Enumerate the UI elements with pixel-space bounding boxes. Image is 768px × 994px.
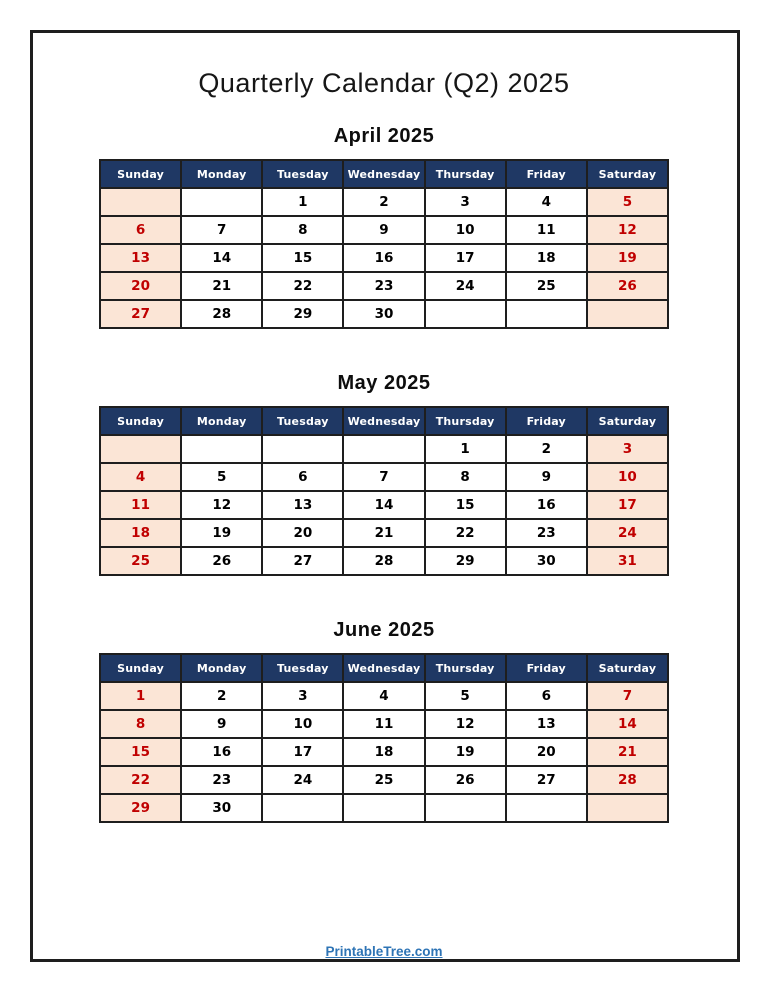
- day-cell: 9: [181, 710, 262, 738]
- weekday-header: Wednesday: [343, 654, 424, 682]
- day-cell: 25: [100, 547, 181, 575]
- week-row: [100, 738, 668, 766]
- day-cell: 21: [587, 738, 668, 766]
- month-table-may: [99, 406, 669, 576]
- day-cell: 8: [262, 216, 343, 244]
- weekday-header-row: [100, 654, 668, 682]
- month-table-april: [99, 159, 669, 329]
- day-cell: 7: [343, 463, 424, 491]
- month-table-june: [99, 653, 669, 823]
- day-cell: 31: [587, 547, 668, 575]
- weekday-header: Monday: [181, 654, 262, 682]
- day-cell: 25: [506, 272, 587, 300]
- day-cell: 28: [343, 547, 424, 575]
- week-row: [100, 794, 668, 822]
- day-cell: 26: [587, 272, 668, 300]
- week-row: [100, 766, 668, 794]
- footer: [0, 941, 768, 960]
- week-row: [100, 216, 668, 244]
- day-cell: 19: [425, 738, 506, 766]
- day-cell: 12: [587, 216, 668, 244]
- week-row: [100, 300, 668, 328]
- day-cell: 9: [343, 216, 424, 244]
- day-cell: 17: [262, 738, 343, 766]
- day-cell: 20: [100, 272, 181, 300]
- day-cell: 18: [343, 738, 424, 766]
- day-cell: [506, 794, 587, 822]
- weekday-header: Saturday: [587, 654, 668, 682]
- weekday-header: Monday: [181, 407, 262, 435]
- day-cell: 15: [100, 738, 181, 766]
- day-cell: 5: [587, 188, 668, 216]
- weekday-header: Saturday: [587, 407, 668, 435]
- weekday-header: Tuesday: [262, 160, 343, 188]
- day-cell: [506, 300, 587, 328]
- day-cell: 3: [262, 682, 343, 710]
- day-cell: 6: [100, 216, 181, 244]
- day-cell: 10: [262, 710, 343, 738]
- day-cell: [262, 794, 343, 822]
- day-cell: 21: [343, 519, 424, 547]
- day-cell: 15: [262, 244, 343, 272]
- week-row: [100, 491, 668, 519]
- day-cell: 22: [425, 519, 506, 547]
- day-cell: 10: [587, 463, 668, 491]
- day-cell: 3: [587, 435, 668, 463]
- day-cell: 11: [506, 216, 587, 244]
- week-row: [100, 463, 668, 491]
- day-cell: 24: [425, 272, 506, 300]
- day-cell: 20: [262, 519, 343, 547]
- day-cell: 23: [343, 272, 424, 300]
- day-cell: 2: [506, 435, 587, 463]
- week-row: [100, 519, 668, 547]
- weekday-header: Wednesday: [343, 407, 424, 435]
- day-cell: 23: [181, 766, 262, 794]
- day-cell: 18: [506, 244, 587, 272]
- day-cell: [343, 794, 424, 822]
- day-cell: 7: [587, 682, 668, 710]
- day-cell: 1: [425, 435, 506, 463]
- day-cell: 1: [100, 682, 181, 710]
- day-cell: 11: [100, 491, 181, 519]
- weekday-header: Thursday: [425, 407, 506, 435]
- weekday-header: Tuesday: [262, 407, 343, 435]
- weekday-header-row: [100, 160, 668, 188]
- day-cell: 2: [343, 188, 424, 216]
- day-cell: 24: [587, 519, 668, 547]
- day-cell: 4: [100, 463, 181, 491]
- day-cell: 11: [343, 710, 424, 738]
- day-cell: 28: [181, 300, 262, 328]
- month-may: [0, 372, 768, 576]
- day-cell: 25: [343, 766, 424, 794]
- weekday-header: Sunday: [100, 654, 181, 682]
- day-cell: 16: [343, 244, 424, 272]
- weekday-header: Monday: [181, 160, 262, 188]
- day-cell: 28: [587, 766, 668, 794]
- week-row: [100, 682, 668, 710]
- day-cell: 17: [425, 244, 506, 272]
- day-cell: 8: [425, 463, 506, 491]
- day-cell: 7: [181, 216, 262, 244]
- day-cell: 30: [506, 547, 587, 575]
- day-cell: 23: [506, 519, 587, 547]
- day-cell: 14: [181, 244, 262, 272]
- day-cell: 9: [506, 463, 587, 491]
- footer-link[interactable]: PrintableTree.com: [325, 944, 443, 959]
- week-row: [100, 244, 668, 272]
- weekday-header: Friday: [506, 160, 587, 188]
- day-cell: [262, 435, 343, 463]
- day-cell: 4: [343, 682, 424, 710]
- day-cell: [425, 300, 506, 328]
- month-title: June 2025: [333, 619, 435, 641]
- day-cell: 27: [100, 300, 181, 328]
- week-row: [100, 710, 668, 738]
- day-cell: 4: [506, 188, 587, 216]
- weekday-header: Saturday: [587, 160, 668, 188]
- month-title: April 2025: [333, 125, 435, 147]
- day-cell: 10: [425, 216, 506, 244]
- week-row: [100, 272, 668, 300]
- weekday-header: Sunday: [100, 407, 181, 435]
- day-cell: 13: [100, 244, 181, 272]
- day-cell: 6: [506, 682, 587, 710]
- day-cell: 30: [181, 794, 262, 822]
- day-cell: 29: [262, 300, 343, 328]
- weekday-header: Thursday: [425, 160, 506, 188]
- weekday-header: Friday: [506, 407, 587, 435]
- day-cell: 3: [425, 188, 506, 216]
- day-cell: 22: [100, 766, 181, 794]
- day-cell: 17: [587, 491, 668, 519]
- day-cell: [425, 794, 506, 822]
- month-june: [0, 619, 768, 823]
- day-cell: 6: [262, 463, 343, 491]
- weekday-header: Thursday: [425, 654, 506, 682]
- day-cell: 21: [181, 272, 262, 300]
- week-row: [100, 435, 668, 463]
- day-cell: [343, 435, 424, 463]
- day-cell: 12: [181, 491, 262, 519]
- day-cell: 15: [425, 491, 506, 519]
- day-cell: 2: [181, 682, 262, 710]
- week-row: [100, 547, 668, 575]
- month-title: May 2025: [337, 372, 431, 394]
- day-cell: 16: [506, 491, 587, 519]
- day-cell: 29: [425, 547, 506, 575]
- day-cell: 18: [100, 519, 181, 547]
- day-cell: [587, 794, 668, 822]
- week-row: [100, 188, 668, 216]
- day-cell: 24: [262, 766, 343, 794]
- day-cell: 14: [343, 491, 424, 519]
- day-cell: 8: [100, 710, 181, 738]
- weekday-header: Wednesday: [343, 160, 424, 188]
- day-cell: 27: [506, 766, 587, 794]
- day-cell: [587, 300, 668, 328]
- day-cell: [181, 188, 262, 216]
- day-cell: [181, 435, 262, 463]
- day-cell: 29: [100, 794, 181, 822]
- day-cell: 16: [181, 738, 262, 766]
- day-cell: 26: [425, 766, 506, 794]
- day-cell: 19: [587, 244, 668, 272]
- day-cell: [100, 188, 181, 216]
- day-cell: 30: [343, 300, 424, 328]
- day-cell: 12: [425, 710, 506, 738]
- day-cell: 19: [181, 519, 262, 547]
- day-cell: 5: [425, 682, 506, 710]
- day-cell: 20: [506, 738, 587, 766]
- day-cell: 22: [262, 272, 343, 300]
- weekday-header: Tuesday: [262, 654, 343, 682]
- month-april: [0, 125, 768, 329]
- weekday-header: Friday: [506, 654, 587, 682]
- day-cell: 13: [262, 491, 343, 519]
- day-cell: [100, 435, 181, 463]
- day-cell: 14: [587, 710, 668, 738]
- day-cell: 1: [262, 188, 343, 216]
- weekday-header: Sunday: [100, 160, 181, 188]
- page-title: Quarterly Calendar (Q2) 2025: [198, 68, 570, 98]
- day-cell: 13: [506, 710, 587, 738]
- day-cell: 5: [181, 463, 262, 491]
- calendar-months: [0, 125, 768, 823]
- weekday-header-row: [100, 407, 668, 435]
- day-cell: 26: [181, 547, 262, 575]
- day-cell: 27: [262, 547, 343, 575]
